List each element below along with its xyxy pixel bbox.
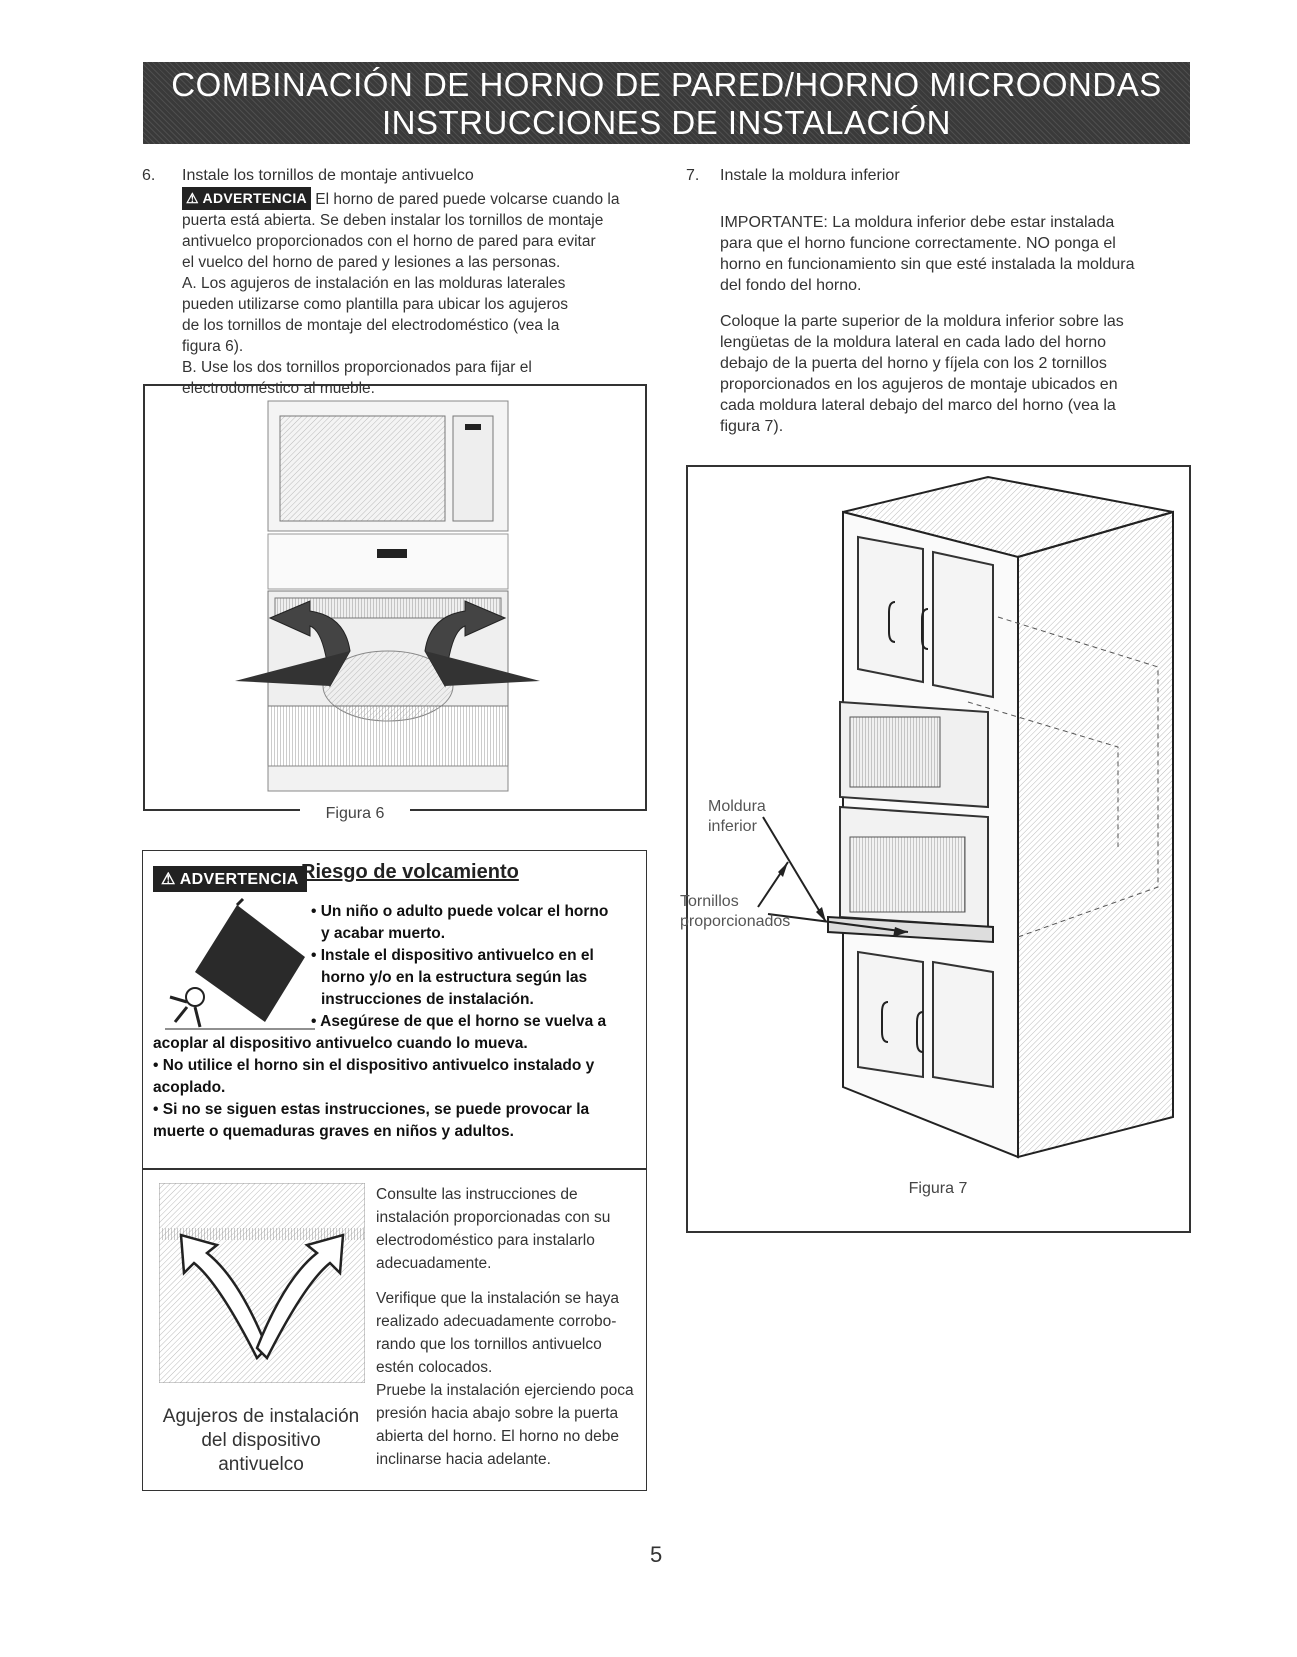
step6-warning-text: El horno de pared puede volcarse cuando la: [315, 191, 620, 208]
step6-a-line: A. Los agujeros de instalación en las molduras laterales: [182, 275, 566, 292]
title-line-2: INSTRUCCIONES DE INSTALACIÓN: [382, 104, 951, 141]
step7-title: Instale la moldura inferior: [720, 167, 900, 184]
tip-bullet-line: acoplar al dispositivo antivuelco cuando lo mueva.: [153, 1035, 528, 1052]
step6-warning-line: puerta está abierta. Se deben instalar los tornillos de montaje: [182, 212, 604, 229]
tip-bullet-line: y acabar muerto.: [321, 925, 446, 942]
tip-over-warning-box: [142, 850, 647, 1170]
page-number: 5: [650, 1542, 663, 1567]
tip-bullet-line: • Asegúrese de que el horno se vuelva a: [311, 1013, 607, 1030]
step7-important-line: horno en funcionamiento sin que esté instalada la moldura: [720, 256, 1135, 273]
step7-section: [678, 165, 1188, 435]
tip-bullet-line: muerte o quemaduras graves en niños y adultos.: [153, 1123, 514, 1140]
antitip-para1-line: instalación proporcionadas con su: [376, 1209, 611, 1226]
step6-b-line: electrodoméstico al mueble.: [182, 380, 375, 397]
tip-bullet-line: horno y/o en la estructura según las: [321, 969, 588, 986]
tip-over-icon: [165, 897, 315, 1032]
title-line-1: COMBINACIÓN DE HORNO DE PARED/HORNO MICROONDAS: [171, 66, 1162, 103]
step6-number: 6.: [142, 167, 156, 184]
step7-body-line: lengüetas de la moldura lateral en cada lado del horno: [720, 334, 1107, 351]
step7-body-line: debajo de la puerta del horno y fíjela con los 2 tornillos: [720, 355, 1107, 372]
step6-a-line: figura 6).: [182, 338, 244, 355]
tip-bullet-line: • No utilice el horno sin el dispositivo antivuelco instalado y: [153, 1057, 595, 1074]
step7-body-line: proporcionados en los agujeros de montaje ubicados en: [720, 376, 1118, 393]
antitip-para2-line: rando que los tornillos antivuelco: [376, 1336, 602, 1353]
antitip-para1-line: adecuadamente.: [376, 1255, 492, 1272]
tip-warning-badge: ⚠ ADVERTENCIA: [153, 866, 307, 892]
cabinet-illustration: [688, 467, 1189, 1231]
figure-6-caption: Figura 6: [300, 805, 410, 823]
step6-a-line: pueden utilizarse como plantilla para ubicar los agujeros: [182, 296, 569, 313]
tip-bullet-line: • Instale el dispositivo antivuelco en el: [311, 947, 594, 964]
tip-bullet-line: instrucciones de instalación.: [321, 991, 534, 1008]
antitip-para2-line: estén colocados.: [376, 1359, 493, 1376]
antitip-para3-line: inclinarse hacia adelante.: [376, 1451, 551, 1468]
warning-badge: ⚠ ADVERTENCIA: [182, 187, 311, 210]
step6-warning-line: antivuelco proporcionados con el horno de pared para evitar: [182, 233, 596, 250]
step6-a-line: de los tornillos de montaje del electrodoméstico (vea la: [182, 317, 560, 334]
step6-b-line: B. Use los dos tornillos proporcionados para fijar el: [182, 359, 532, 376]
step6-title: Instale los tornillos de montaje antivuelco: [182, 167, 474, 184]
antitip-caption-line: antivuelco: [218, 1454, 304, 1475]
tip-bullet-line: • Un niño o adulto puede volcar el horno: [311, 903, 609, 920]
label-tornillos: Tornillos proporcionados: [680, 893, 791, 930]
step7-body-line: cada moldura lateral debajo del marco del horno (vea la: [720, 397, 1116, 414]
tip-warning-title: Riesgo de volcamiento: [301, 861, 519, 883]
oven-illustration: [145, 386, 645, 809]
tip-bullet-line: acoplado.: [153, 1079, 226, 1096]
tip-bullet-line: • Si no se siguen estas instrucciones, se puede provocar la: [153, 1101, 590, 1118]
title-banner: [143, 62, 1190, 144]
antitip-para3-line: presión hacia abajo sobre la puerta: [376, 1405, 619, 1422]
step7-body-line: figura 7).: [720, 418, 784, 435]
antitip-para3-line: Pruebe la instalación ejerciendo poca: [376, 1382, 634, 1399]
antitip-para2-line: realizado adecuadamente corrobo-: [376, 1313, 617, 1330]
step7-important-line: IMPORTANTE: La moldura inferior debe estar instalada: [720, 214, 1115, 231]
antitip-para3-line: abierta del horno. El horno no debe: [376, 1428, 620, 1445]
figure-7-caption: Figura 7: [908, 1180, 968, 1197]
antitip-para2-line: Verifique que la instalación se haya: [376, 1290, 619, 1307]
antitip-box: [142, 1168, 647, 1491]
antitip-caption-line: Agujeros de instalación: [162, 1406, 360, 1427]
antitip-para1-line: Consulte las instrucciones de: [376, 1186, 578, 1203]
figure-7-frame: [680, 465, 1191, 1233]
figure-6-frame: [143, 384, 647, 811]
step6-warning-line: el vuelco del horno de pared y lesiones a las personas.: [182, 254, 561, 271]
step7-body-line: Coloque la parte superior de la moldura inferior sobre las: [720, 313, 1124, 330]
step7-important-line: para que el horno funcione correctamente. NO ponga el: [720, 235, 1116, 252]
label-moldura-inferior: Moldura inferior: [708, 798, 766, 835]
antitip-illustration: [159, 1183, 365, 1383]
step7-number: 7.: [686, 167, 700, 184]
antitip-para1-line: electrodoméstico para instalarlo: [376, 1232, 595, 1249]
antitip-caption-line: del dispositivo: [201, 1430, 321, 1451]
step7-important-line: del fondo del horno.: [720, 277, 862, 294]
